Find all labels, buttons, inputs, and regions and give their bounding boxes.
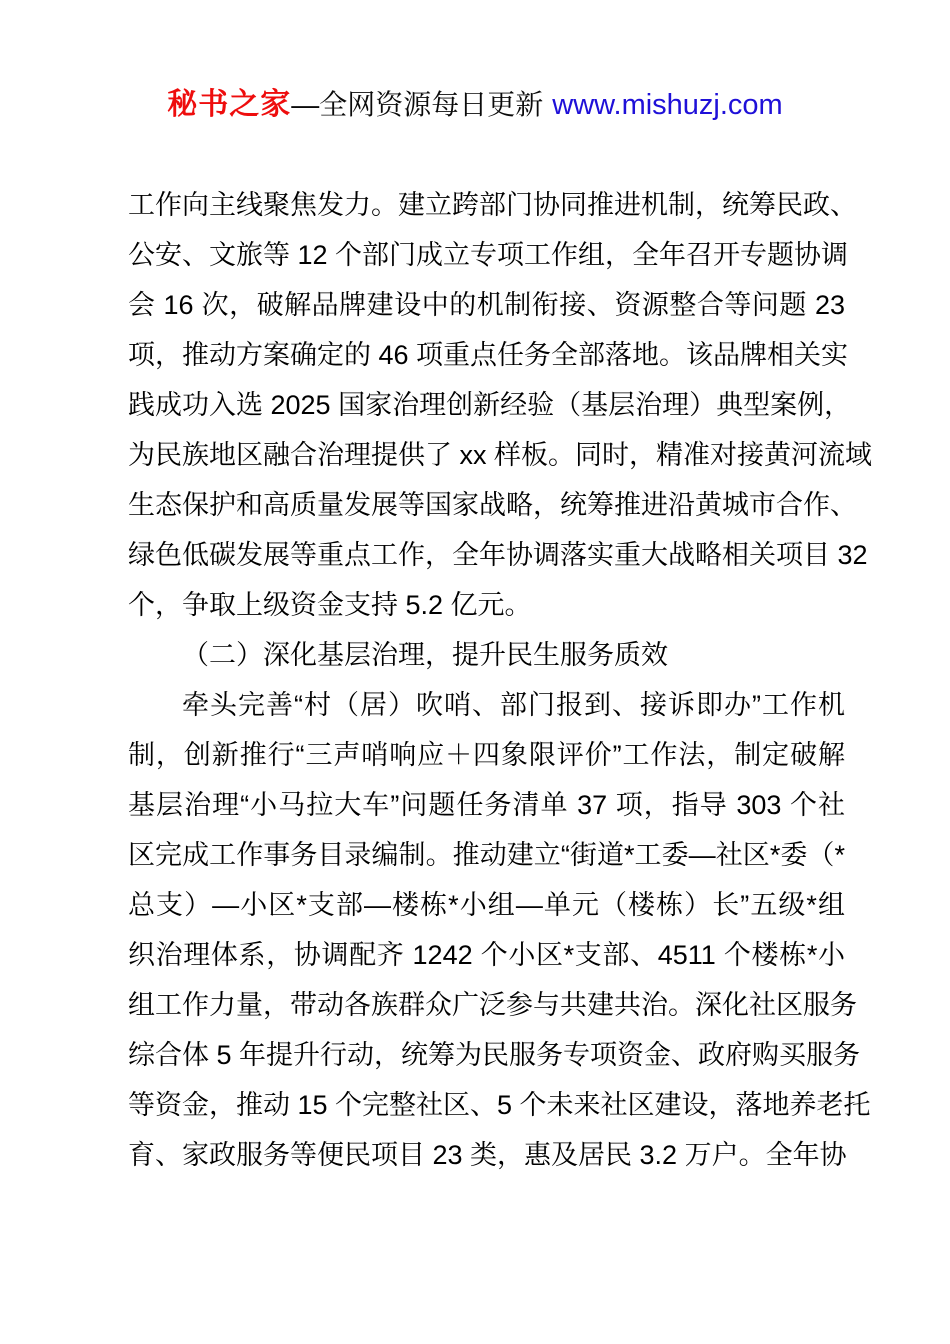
text-line: 践成功入选 2025 国家治理创新经验（基层治理）典型案例， <box>128 390 852 420</box>
text-line: 会 16 次，破解品牌建设中的机制衔接、资源整合等问题 23 <box>128 290 845 320</box>
document-body <box>128 180 873 1180</box>
text-line: 育、家政服务等便民项目 23 类，惠及居民 3.2 万户。全年协 <box>128 1140 847 1170</box>
text-line: 组工作力量，带动各族群众广泛参与共建共治。深化社区服务 <box>128 990 857 1020</box>
text-line: 基层治理“小马拉大车”问题任务清单 37 项，指导 303 个社 <box>128 790 845 820</box>
text-line: 总支）—小区*支部—楼栋*小组—单元（楼栋）长”五级*组 <box>128 890 845 920</box>
text-line: 公安、文旅等 12 个部门成立专项工作组，全年召开专题协调 <box>128 240 849 270</box>
site-tagline: —全网资源每日更新 <box>291 89 544 120</box>
text-line: 区完成工作事务目录编制。推动建立“街道*工委—社区*委（* <box>128 840 845 870</box>
text-line: 个，争取上级资金支持 5.2 亿元。 <box>128 590 532 620</box>
site-url-link[interactable]: www.mishuzj.com <box>552 89 783 121</box>
site-header <box>0 0 950 124</box>
text-line: 牵头完善“村（居）吹哨、部门报到、接诉即办”工作机 <box>182 690 845 720</box>
text-line: 项，推动方案确定的 46 项重点任务全部落地。该品牌相关实 <box>128 340 849 370</box>
site-brand: 秘书之家 <box>167 88 292 121</box>
text-line: 织治理体系，协调配齐 1242 个小区*支部、4511 个楼栋*小 <box>128 940 845 970</box>
text-line: 综合体 5 年提升行动，统筹为民服务专项资金、政府购买服务 <box>128 1040 861 1070</box>
text-line: 等资金，推动 15 个完整社区、5 个未来社区建设，落地养老托 <box>128 1090 871 1120</box>
text-line: 绿色低碳发展等重点工作，全年协调落实重大战略相关项目 32 <box>128 540 868 570</box>
text-line: 生态保护和高质量发展等国家战略，统筹推进沿黄城市合作、 <box>128 490 857 520</box>
text-line: 制，创新推行“三声哨响应＋四象限评价”工作法，制定破解 <box>128 740 845 770</box>
text-line: （二）深化基层治理，提升民生服务质效 <box>182 640 668 670</box>
text-line: 工作向主线聚焦发力。建立跨部门协同推进机制，统筹民政、 <box>128 190 857 220</box>
text-line: 为民族地区融合治理提供了 xx 样板。同时，精准对接黄河流域 <box>128 440 873 470</box>
